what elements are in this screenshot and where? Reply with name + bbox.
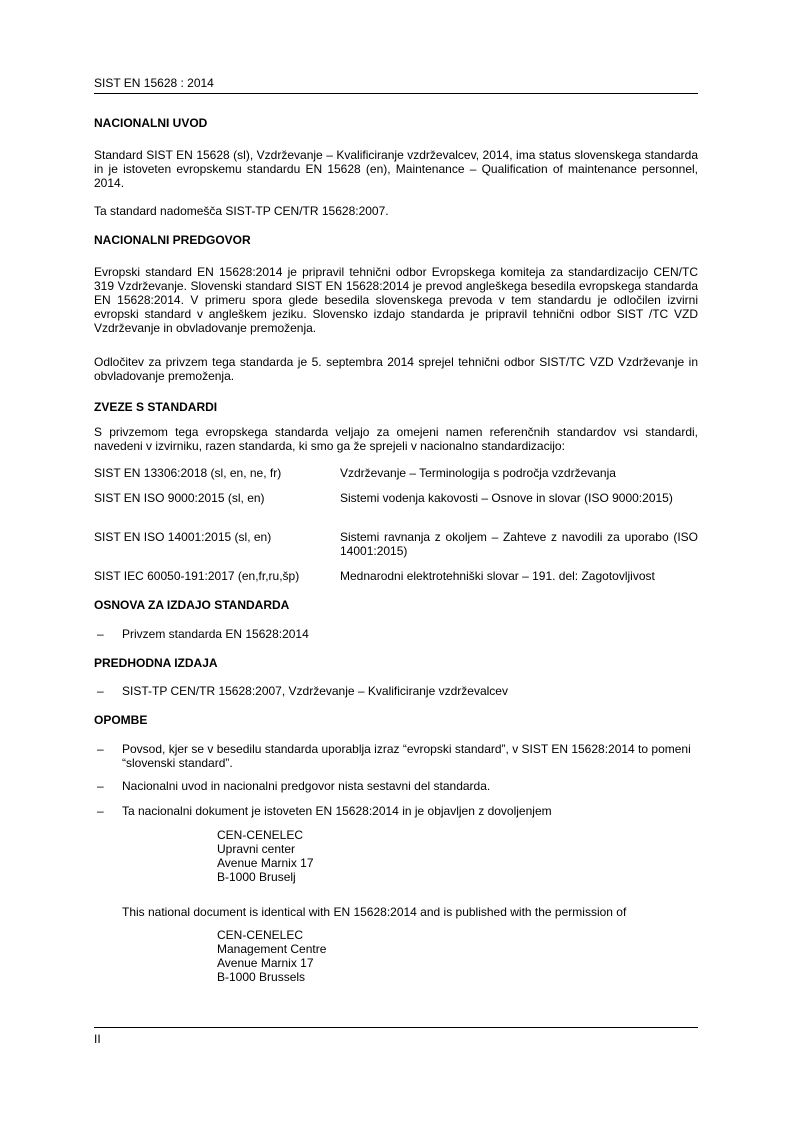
reference-description: Mednarodni elektrotehniški slovar – 191. del: Zagotovljivost: [340, 569, 655, 583]
english-permission-note: This national document is identical with EN 15628:2014 and is published with the permission of: [122, 905, 627, 919]
reference-description: Sistemi vodenja kakovosti – Osnove in slovar (ISO 9000:2015): [340, 491, 673, 505]
document-header: SIST EN 15628 : 2014: [94, 76, 698, 94]
page: [94, 76, 698, 94]
heading-national-foreword: NACIONALNI PREDGOVOR: [94, 233, 251, 247]
dash-bullet: –: [97, 742, 104, 756]
paragraph-national-intro-1: Standard SIST EN 15628 (sl), Vzdrževanje – Kvalificiranje vzdrževalcev, 2014, ima status slovenskega standarda in je istoveten evropskemu standardu EN 15628 (en), Maintenance – Qualification of maintenance personnel, 2014.: [94, 148, 698, 190]
dash-bullet: –: [97, 804, 104, 818]
address-line: CEN-CENELEC: [217, 828, 304, 842]
list-item-text: Povsod, kjer se v besedilu standarda uporablja izraz “evropski standard”, v SIST EN 15628:2014 to pomeni “slovenski standard”.: [122, 742, 691, 770]
heading-national-intro: NACIONALNI UVOD: [94, 116, 208, 130]
heading-basis: OSNOVA ZA IZDAJO STANDARDA: [94, 598, 290, 612]
list-item-text: SIST-TP CEN/TR 15628:2007, Vzdrževanje – Kvalificiranje vzdrževalcev: [122, 684, 508, 698]
page-footer: [94, 1027, 698, 1046]
reference-code: SIST EN 13306:2018 (sl, en, ne, fr): [94, 466, 282, 480]
reference-description: Sistemi ravnanja z okoljem – Zahteve z navodili za uporabo (ISO 14001:2015): [340, 530, 698, 558]
dash-bullet: –: [97, 627, 104, 641]
paragraph-national-foreword-2: Odločitev za privzem tega standarda je 5. septembra 2014 sprejel tehnični odbor SIST/TC VZD Vzdrževanje in obvladovanje premoženja.: [94, 355, 698, 383]
reference-code: SIST EN ISO 14001:2015 (sl, en): [94, 530, 272, 544]
heading-notes: OPOMBE: [94, 713, 148, 727]
dash-bullet: –: [97, 779, 104, 793]
section-national-intro: [94, 116, 698, 130]
address-line: Avenue Marnix 17: [217, 856, 314, 870]
reference-code: SIST IEC 60050-191:2017 (en,fr,ru,šp): [94, 569, 300, 583]
address-line: B-1000 Bruselj: [217, 870, 296, 884]
page-number: II: [94, 1032, 101, 1046]
dash-bullet: –: [97, 684, 104, 698]
list-item-text: Nacionalni uvod in nacionalni predgovor nista sestavni del standarda.: [122, 779, 491, 793]
address-line: Management Centre: [217, 942, 327, 956]
paragraph-references-intro: S privzemom tega evropskega standarda veljajo za omejeni namen referenčnih standardov vsi standardi, navedeni v izvirniku, razen standarda, ki smo ga že sprejeli v nacionalno standardizacijo:: [94, 425, 698, 453]
heading-references: ZVEZE S STANDARDI: [94, 400, 218, 414]
address-block-sl: [217, 828, 314, 884]
reference-code: SIST EN ISO 9000:2015 (sl, en): [94, 491, 265, 505]
paragraph-national-foreword-1: Evropski standard EN 15628:2014 je pripravil tehnični odbor Evropskega komiteja za standardizacijo CEN/TC 319 Vzdrževanje. Slovenski standard SIST EN 15628:2014 je prevod angleškega besedila evropskega standarda EN 15628:2014. V primeru spora glede besedila slovenskega prevoda v tem standardu je odločilen izvirni evropski standard v angleškem jeziku. Slovensko izdajo standarda je pripravil tehnični odbor SIST /TC VZD Vzdrževanje in obvladovanje premoženja.: [94, 265, 698, 335]
reference-description: Vzdrževanje – Terminologija s področja vzdrževanja: [340, 466, 616, 480]
address-line: Avenue Marnix 17: [217, 956, 314, 970]
address-line: B-1000 Brussels: [217, 970, 306, 984]
address-block-en: [217, 928, 326, 984]
paragraph-national-intro-2: Ta standard nadomešča SIST-TP CEN/TR 15628:2007.: [94, 204, 389, 218]
heading-previous-edition: PREDHODNA IZDAJA: [94, 656, 218, 670]
list-item-text: Ta nacionalni dokument je istoveten EN 15628:2014 in je objavljen z dovoljenjem: [122, 804, 552, 818]
list-item-text: Privzem standarda EN 15628:2014: [122, 627, 309, 641]
address-line: Upravni center: [217, 842, 296, 856]
address-line: CEN-CENELEC: [217, 928, 304, 942]
